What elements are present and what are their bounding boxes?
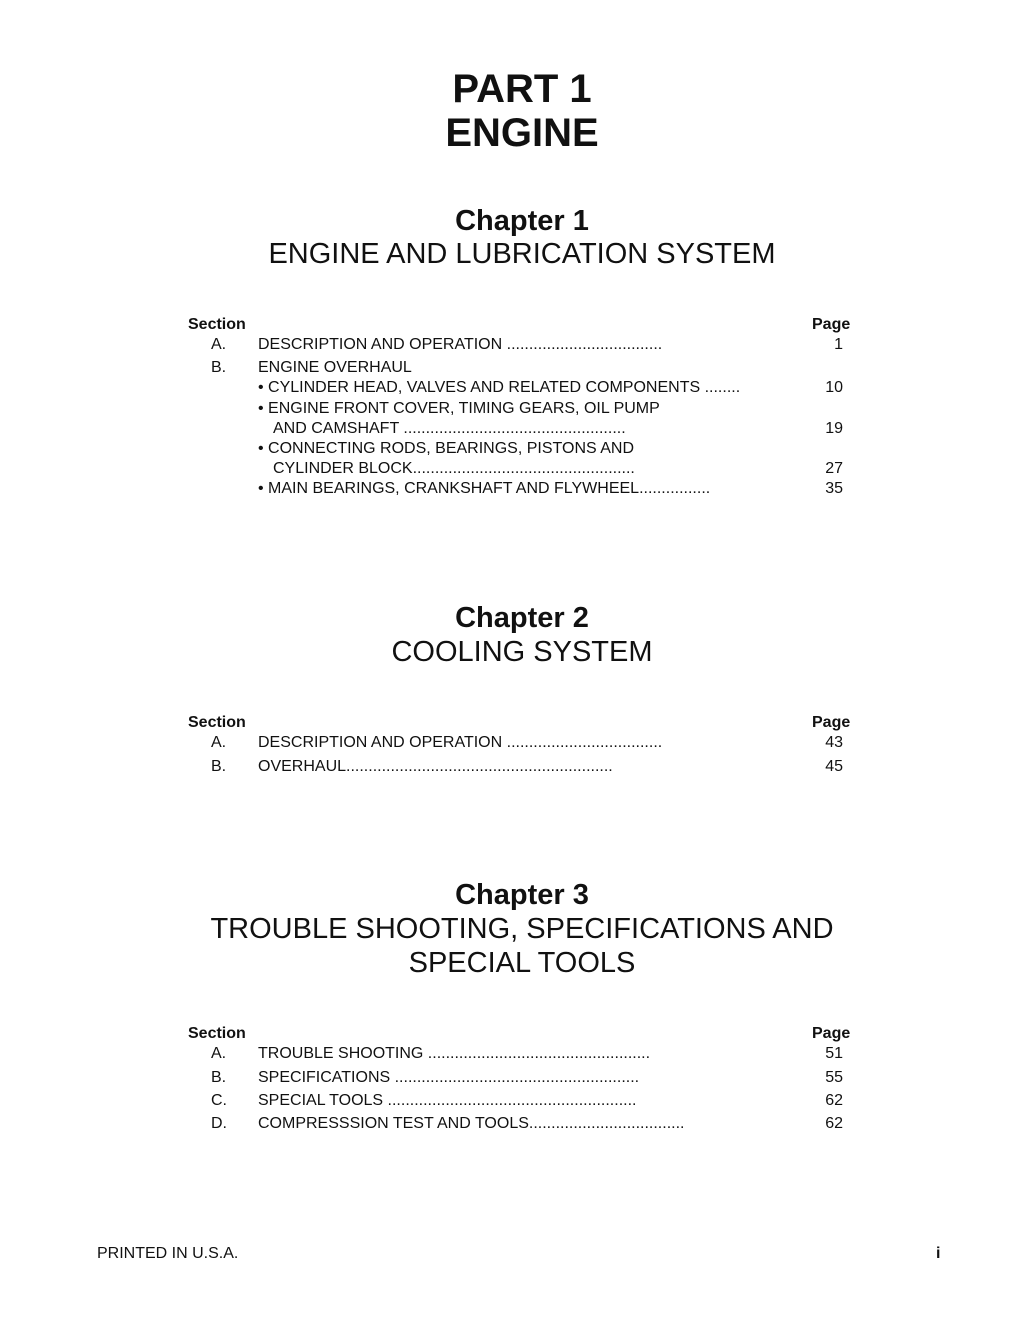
page-number: 51: [825, 1045, 843, 1062]
chapter-2-title: COOLING SYSTEM: [391, 636, 653, 668]
toc-row: [0, 1091, 1024, 1111]
page-number: 55: [825, 1069, 843, 1086]
section-title: SPECIFICATIONS .......................................................: [258, 1069, 640, 1086]
page-header: Page: [812, 714, 851, 731]
section-letter: B.: [211, 758, 227, 775]
toc-row: [0, 1068, 1024, 1088]
section-title: OVERHAUL............................................................: [258, 758, 613, 775]
page-folio: i: [936, 1245, 941, 1262]
chapter-1-label: Chapter 1: [455, 205, 589, 237]
toc-row: [0, 439, 1024, 459]
page-number: 35: [825, 480, 843, 497]
section-letter: A.: [211, 1045, 227, 1062]
section-letter: A.: [211, 734, 227, 751]
section-title: DESCRIPTION AND OPERATION ...................................: [258, 734, 663, 751]
section-letter: C.: [211, 1092, 227, 1109]
section-title: COMPRESSSION TEST AND TOOLS...................................: [258, 1115, 685, 1132]
toc-row: [0, 1114, 1024, 1134]
section-letter: D.: [211, 1115, 227, 1132]
page-number: 10: [825, 379, 843, 396]
section-title: CYLINDER BLOCK..................................................: [273, 460, 635, 477]
page-number: 62: [825, 1115, 843, 1132]
chapter-2-label: Chapter 2: [455, 602, 589, 634]
section-letter: B.: [211, 359, 227, 376]
printed-in-footer: PRINTED IN U.S.A.: [97, 1245, 239, 1262]
page-number: 62: [825, 1092, 843, 1109]
page-number: 45: [825, 758, 843, 775]
section-title: • CYLINDER HEAD, VALVES AND RELATED COMPONENTS ........: [258, 379, 741, 396]
section-header: Section: [188, 1025, 246, 1042]
page-header: Page: [812, 316, 851, 333]
toc-row: [0, 1044, 1024, 1064]
section-header: Section: [188, 714, 246, 731]
section-header: Section: [188, 316, 246, 333]
section-title: • MAIN BEARINGS, CRANKSHAFT AND FLYWHEEL................: [258, 480, 711, 497]
toc-row: [0, 479, 1024, 499]
chapter-3-label: Chapter 3: [455, 879, 589, 911]
page-number: 1: [834, 336, 843, 353]
part-number: PART 1: [452, 67, 592, 111]
section-title: • CONNECTING RODS, BEARINGS, PISTONS AND: [258, 440, 635, 457]
section-letter: B.: [211, 1069, 227, 1086]
section-letter: A.: [211, 336, 227, 353]
chapter-1-title: ENGINE AND LUBRICATION SYSTEM: [268, 238, 776, 270]
toc-row: [0, 378, 1024, 398]
toc-row: [0, 419, 1024, 439]
section-title: SPECIAL TOOLS ........................................................: [258, 1092, 637, 1109]
page-number: 43: [825, 734, 843, 751]
chapter-3-title-line-2: SPECIAL TOOLS: [408, 947, 636, 979]
section-title: ENGINE OVERHAUL: [258, 359, 412, 376]
page-number: 27: [825, 460, 843, 477]
section-title: TROUBLE SHOOTING ..................................................: [258, 1045, 651, 1062]
toc-row: [0, 335, 1024, 355]
toc-row: [0, 459, 1024, 479]
page-header: Page: [812, 1025, 851, 1042]
part-title: ENGINE: [445, 111, 599, 155]
toc-row: [0, 733, 1024, 753]
section-title: AND CAMSHAFT ..................................................: [273, 420, 626, 437]
toc-row: [0, 757, 1024, 777]
section-title: DESCRIPTION AND OPERATION ...................................: [258, 336, 663, 353]
toc-row: [0, 399, 1024, 419]
toc-row: [0, 358, 1024, 378]
chapter-3-title-line-1: TROUBLE SHOOTING, SPECIFICATIONS AND: [210, 913, 834, 945]
section-title: • ENGINE FRONT COVER, TIMING GEARS, OIL PUMP: [258, 400, 660, 417]
page-number: 19: [825, 420, 843, 437]
